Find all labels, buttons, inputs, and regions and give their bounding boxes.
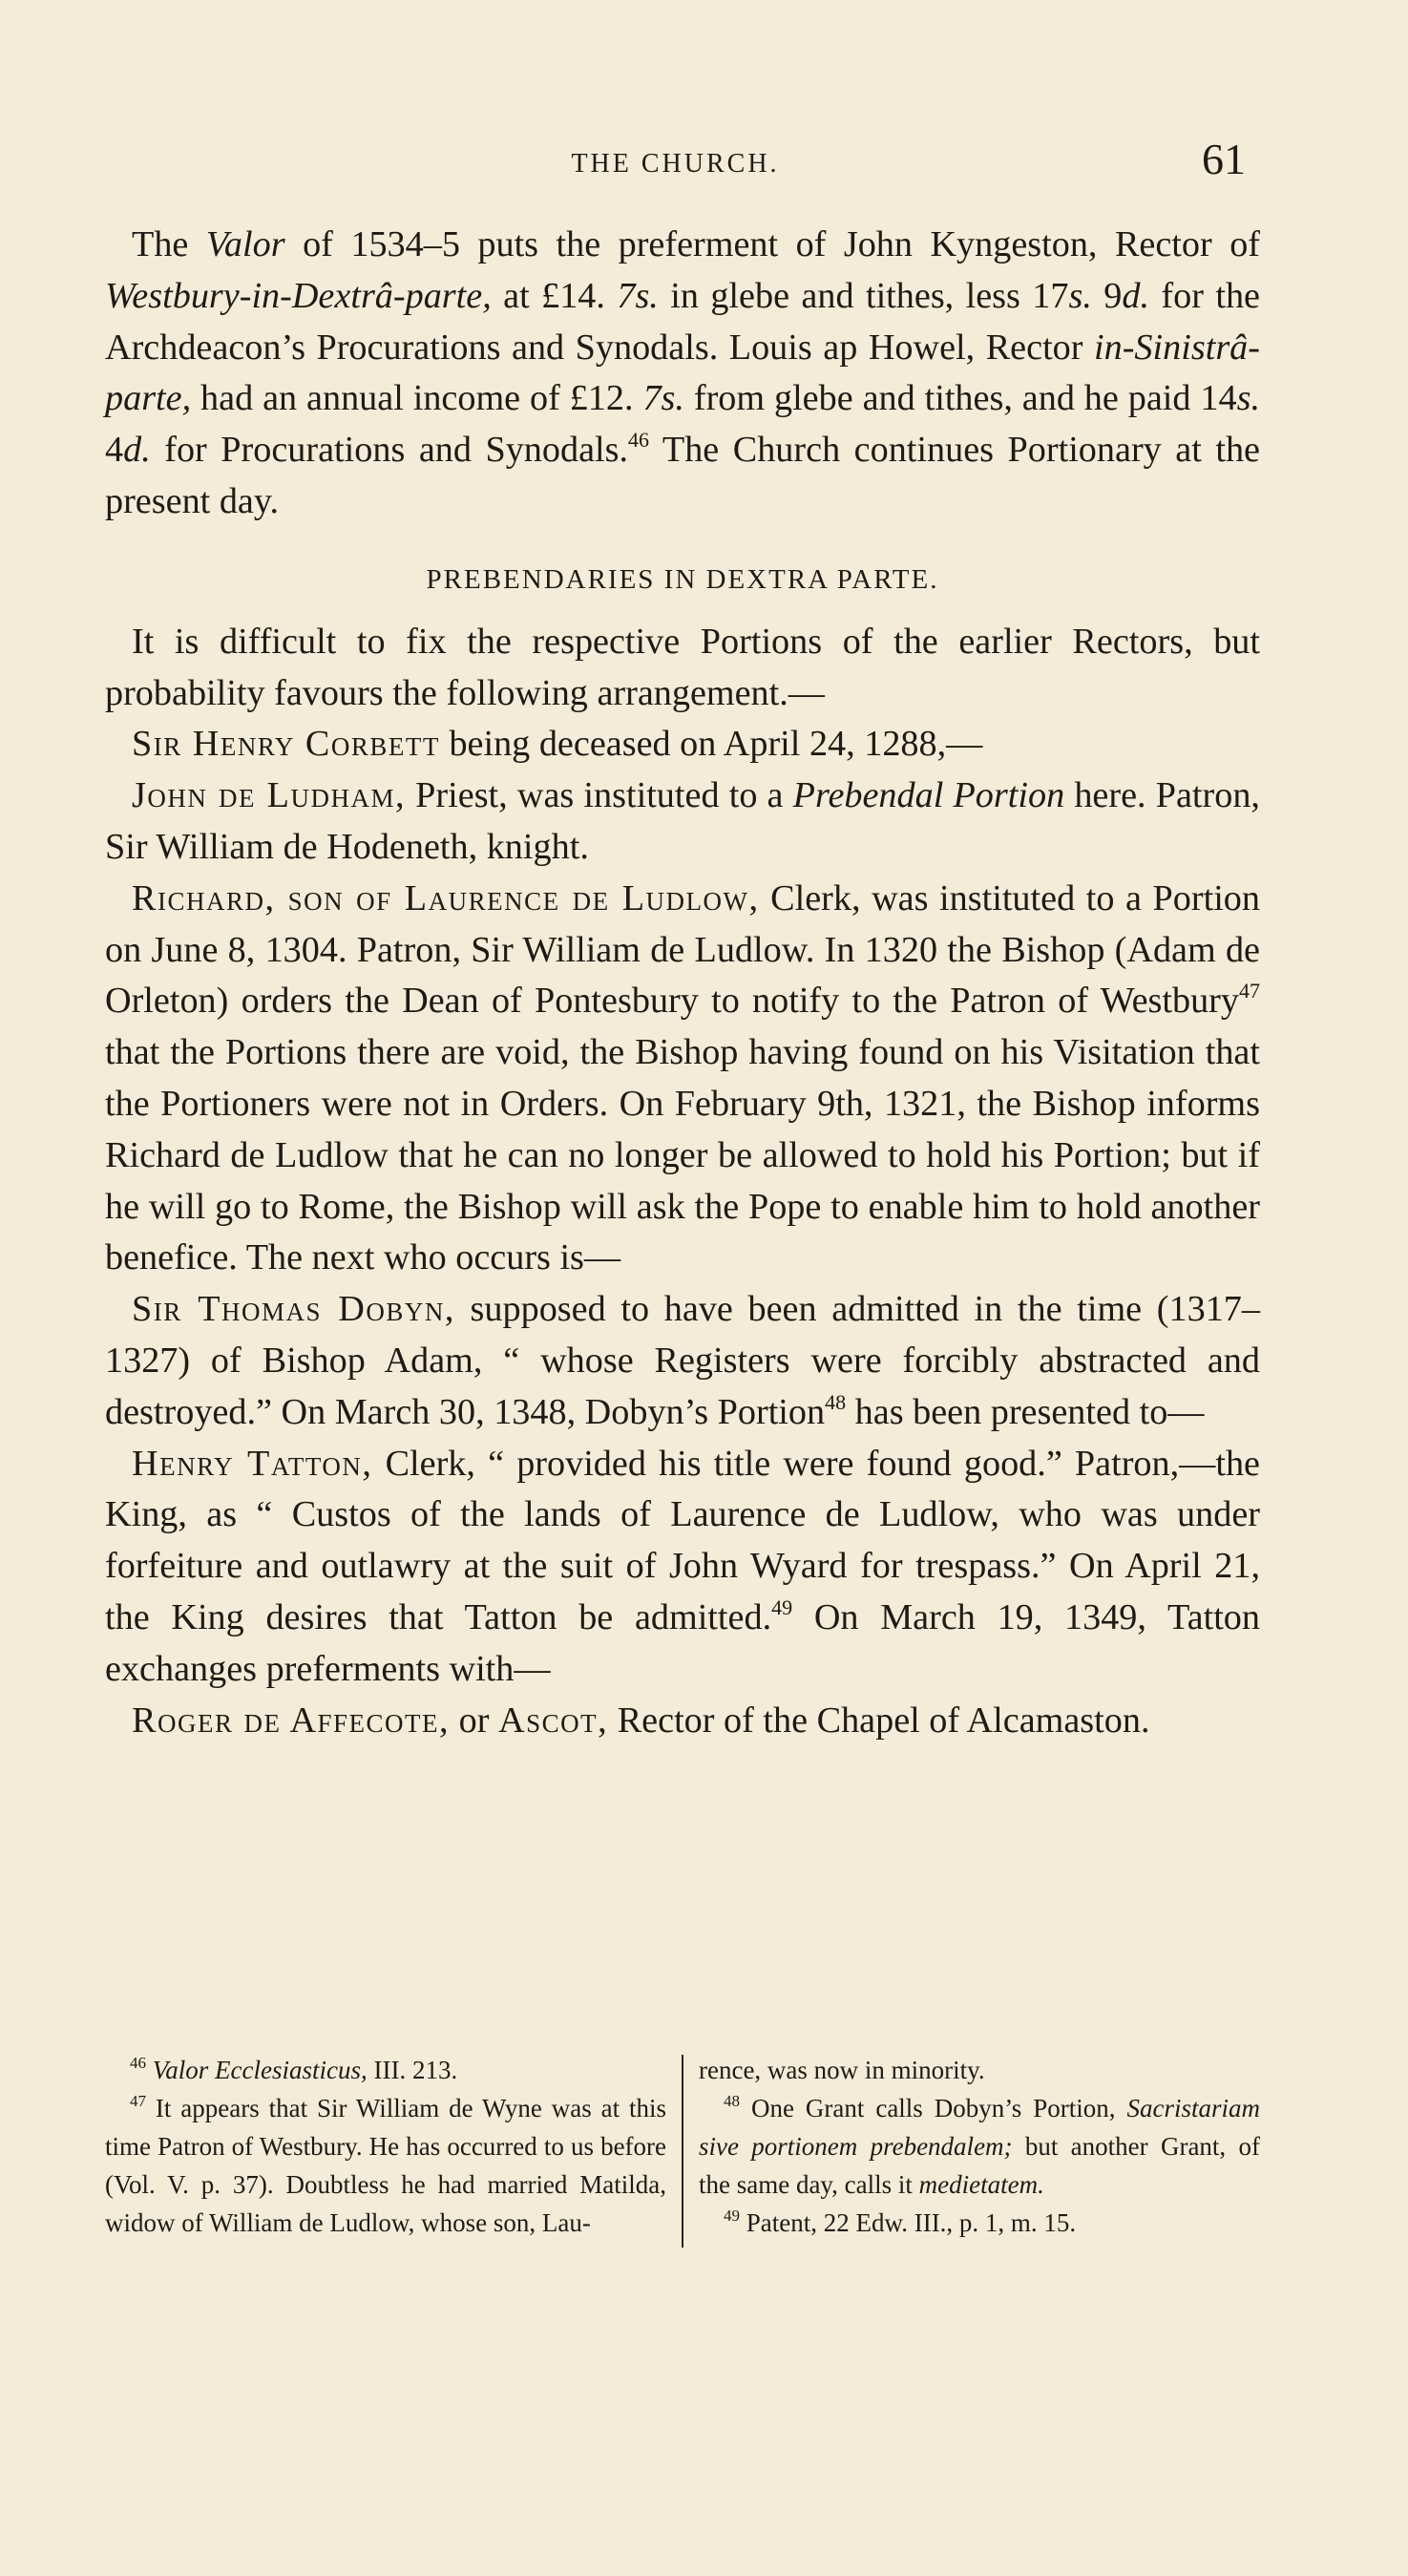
text-run: that the Portions there are void, the Bishop having found on his Visitation that the Portioners were not in Orders. On February 9th, 1321, the Bishop informs Richard de Ludlow that he can no longer be allowed to hold his Portion; but if he will go to Rome, the Bishop will ask the Pope to enable him to hold another benefice. The next who occurs is— — [105, 1032, 1260, 1278]
text-run: or — [450, 1700, 498, 1741]
prebendal-italic: Prebendal Portion — [792, 775, 1065, 816]
italic-unit: d. — [1122, 275, 1150, 316]
footnotes — [105, 2051, 1260, 2248]
footnote-text: It appears that Sir William de Wyne was at this time Patron of Westbury. He has occurred to us before (Vol. V. p. 37). Doubtless he had married Matilda, widow of William de Ludlow, whose son, Lau- — [105, 2094, 667, 2237]
text-run: has been presented to— — [846, 1391, 1205, 1432]
person-name: Roger de Affecote, — [132, 1700, 451, 1741]
footnote-number: 48 — [723, 2092, 740, 2110]
section-heading: PREBENDARIES IN DEXTRA PARTE. — [426, 563, 939, 595]
paragraph-intro: It is difficult to fix the respective Portions of the earlier Rectors, but probability favours the following arrangement.— — [105, 621, 1260, 713]
footnote-italic: Valor Ecclesiasticus, — [152, 2056, 368, 2084]
footnote-text: but another Grant, of the same day, calls it — [698, 2132, 1260, 2199]
text-run: The Church continues Portionary at the present day. — [105, 430, 1260, 521]
footnote-47 — [105, 2089, 666, 2242]
person-name: Sir Thomas Dobyn, — [132, 1289, 455, 1330]
footnote-49 — [699, 2204, 1260, 2242]
text-run: from glebe and tithes, and he paid 14 — [683, 378, 1237, 419]
footnote-ref-47[interactable]: 47 — [1239, 979, 1260, 1003]
footnote-number: 47 — [130, 2092, 146, 2110]
running-head: THE CHURCH. — [571, 149, 780, 179]
text-run: supposed to have been admitted in the time (1317–1327) of Bishop Adam, “ whose Registers were forcibly abstracted and destroyed.” On March 30, 1348, Dobyn’s Portion — [105, 1289, 1260, 1432]
footnote-text: III. 213. — [367, 2056, 458, 2084]
text-run: at £14. — [491, 275, 618, 316]
footnote-ref-49[interactable]: 49 — [771, 1594, 793, 1619]
footnote-ref-48[interactable]: 48 — [825, 1389, 847, 1414]
entry-roger-de-affecote — [105, 1696, 1260, 1747]
footnote-47-continued: rence, was now in minority. — [698, 2056, 985, 2084]
entry-henry-tatton — [105, 1439, 1260, 1696]
italic-unit: 7s. — [642, 378, 684, 419]
entry-thomas-dobyn — [105, 1284, 1260, 1438]
text-run: Priest, was instituted to a — [406, 775, 793, 816]
person-name: Ascot, — [498, 1700, 609, 1741]
entry-richard-de-ludlow — [105, 874, 1260, 1284]
footnotes-right-column — [683, 2051, 1260, 2248]
italic-unit: s. — [1236, 378, 1260, 419]
italic-unit: s. — [1068, 275, 1092, 316]
person-name: Sir Henry Corbett — [132, 724, 440, 765]
text-run: for Procurations and Synodals. — [150, 430, 629, 471]
person-name: Henry Tatton, — [132, 1443, 373, 1484]
italic-unit: d. — [123, 430, 151, 471]
text-run: Clerk, was instituted to a Portion on June 8, 1304. Patron, Sir William de Ludlow. In 1320 the Bishop (Adam de Orleton) orders the Dean of Pontesbury to notify to the Patron of Westbury — [105, 877, 1260, 1022]
text-run: Rector of the Chapel of Alcamaston. — [608, 1700, 1150, 1741]
page-header — [105, 134, 1246, 191]
valor-italic: Valor — [205, 224, 285, 264]
person-name: John de Ludham, — [132, 775, 407, 816]
footnote-italic: Sacristariam sive portionem prebendalem; — [698, 2094, 1260, 2161]
text-run: being deceased on April 24, 1288,— — [439, 724, 983, 765]
text-run: here. Patron, Sir William de Hodeneth, knight. — [105, 775, 1260, 867]
text-run: 4 — [105, 430, 124, 471]
text-run: 9 — [1091, 275, 1123, 316]
page-number: 61 — [1202, 135, 1246, 183]
person-name: Richard, son of Laurence de Ludlow, — [132, 877, 760, 918]
footnote-ref-46[interactable]: 46 — [628, 428, 650, 453]
text-run: Clerk, “ provided his title were found good.” Patron,—the King, as “ Custos of the lands of Laurence de Ludlow, who was under forfeiture and outlawry at the suit of John Wyard for trespass.” On April 21, the King desires that Tatton be admitted. — [105, 1443, 1260, 1637]
entry-john-de-ludham — [105, 771, 1260, 874]
footnote-italic: medietatem. — [918, 2170, 1044, 2199]
text-run: On March 19, 1349, Tatton exchanges preferments with— — [105, 1596, 1260, 1689]
westbury-italic: Westbury-in-Dextrâ-parte, — [105, 275, 492, 316]
italic-unit: 7s. — [617, 275, 659, 316]
footnote-48 — [699, 2089, 1260, 2204]
text-run: had an annual income of £12. — [191, 378, 643, 419]
entry-henry-corbett — [105, 719, 1260, 771]
footnote-46 — [105, 2051, 666, 2089]
paragraph-valor — [105, 220, 1260, 528]
sinistra-italic: in-Sinistrâ-parte, — [105, 327, 1260, 419]
main-text — [105, 220, 1260, 1746]
text-run: The — [132, 224, 206, 264]
footnote-number: 46 — [130, 2054, 146, 2072]
footnote-text: Patent, 22 Edw. III., p. 1, m. 15. — [739, 2208, 1077, 2237]
text-run: of 1534–5 puts the preferment of John Kyngeston, Rector of — [284, 224, 1261, 264]
footnote-number: 49 — [723, 2206, 740, 2225]
text-run: in glebe and tithes, less 17 — [658, 275, 1069, 316]
footnotes-left-column — [105, 2051, 682, 2248]
text-run: for the Archdeacon’s Procurations and Synodals. Louis ap Howel, Rector — [105, 275, 1260, 368]
footnote-text: One Grant calls Dobyn’s Portion, — [739, 2094, 1127, 2122]
